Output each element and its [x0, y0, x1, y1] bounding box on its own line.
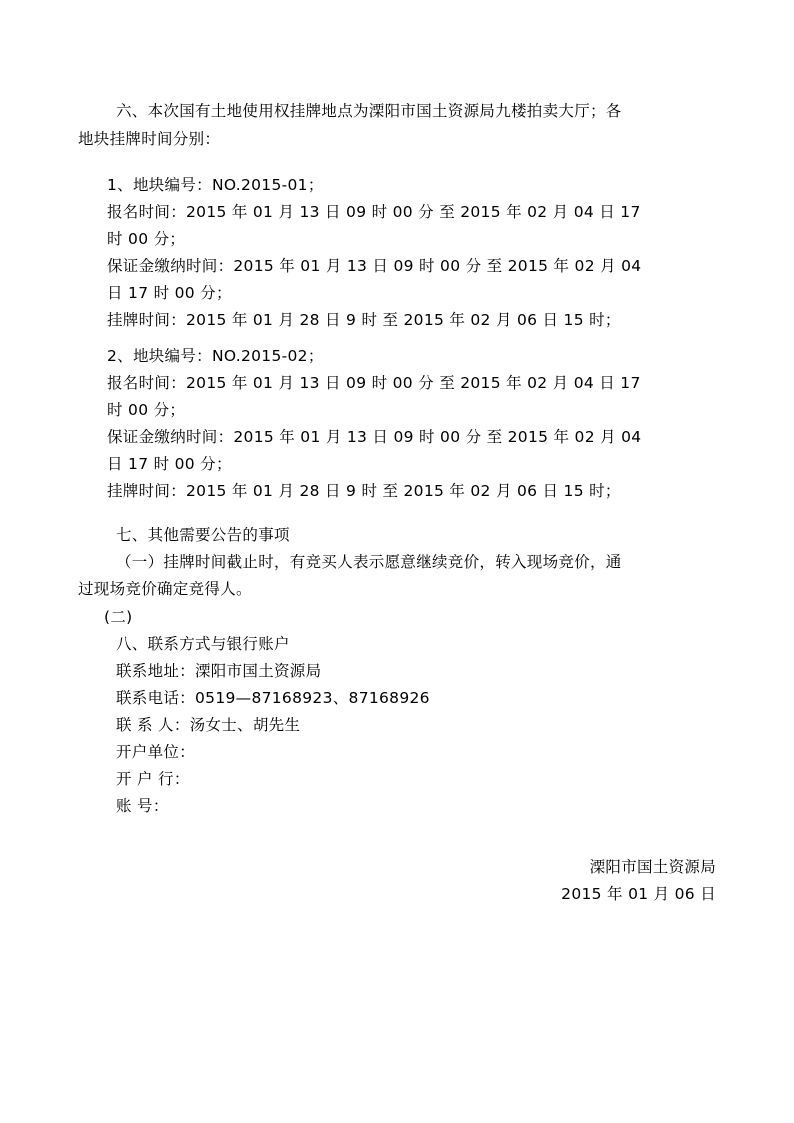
parcel1-number: 1、地块编号：NO.2015-01； — [107, 176, 324, 194]
parcel2-deposit-line1: 保证金缴纳时间：2015 年 01 月 13 日 09 时 00 分 至 2015 年 02 月 04 — [107, 428, 642, 446]
account-number: 账 号： — [116, 797, 169, 815]
section6-line2: 地块挂牌时间分别： — [78, 130, 221, 148]
parcel2-number: 2、地块编号：NO.2015-02； — [107, 347, 324, 365]
section7-item1-line2: 过现场竞价确定竞得人。 — [78, 580, 252, 598]
parcel1-deposit-line2: 日 17 时 00 分； — [107, 284, 232, 302]
parcel1-registration-line1: 报名时间：2015 年 01 月 13 日 09 时 00 分 至 2015 年 02 月 04 日 17 — [107, 203, 641, 221]
parcel1-deposit-line1: 保证金缴纳时间：2015 年 01 月 13 日 09 时 00 分 至 2015 年 02 月 04 — [107, 257, 642, 275]
parcel2-listing: 挂牌时间：2015 年 01 月 28 日 9 时 至 2015 年 02 月 06 日 15 时； — [107, 482, 621, 500]
parcel2-deposit-line2: 日 17 时 00 分； — [107, 455, 232, 473]
contact-person: 联 系 人：汤女士、胡先生 — [116, 716, 301, 734]
parcel2-registration-line1: 报名时间：2015 年 01 月 13 日 09 时 00 分 至 2015 年 02 月 04 日 17 — [107, 374, 641, 392]
signature-date: 2015 年 01 月 06 日 — [561, 885, 716, 903]
contact-phone: 联系电话：0519—87168923、87168926 — [116, 689, 430, 707]
parcel1-registration-line2: 时 00 分； — [107, 230, 186, 248]
section8-title: 八、联系方式与银行账户 — [116, 635, 290, 653]
section7-item2: (二) — [104, 608, 133, 626]
contact-address: 联系地址：溧阳市国土资源局 — [116, 662, 322, 680]
parcel1-listing: 挂牌时间：2015 年 01 月 28 日 9 时 至 2015 年 02 月 06 日 15 时； — [107, 311, 621, 329]
section7-title: 七、其他需要公告的事项 — [116, 526, 290, 544]
parcel2-registration-line2: 时 00 分； — [107, 401, 186, 419]
signature-org: 溧阳市国土资源局 — [589, 858, 716, 876]
section6-line1: 六、本次国有土地使用权挂牌地点为溧阳市国土资源局九楼拍卖大厅；各 — [116, 102, 622, 120]
account-unit: 开户单位： — [116, 743, 196, 761]
section7-item1-line1: （一）挂牌时间截止时，有竞买人表示愿意继续竞价，转入现场竞价，通 — [116, 553, 622, 571]
account-bank: 开 户 行： — [116, 770, 190, 788]
